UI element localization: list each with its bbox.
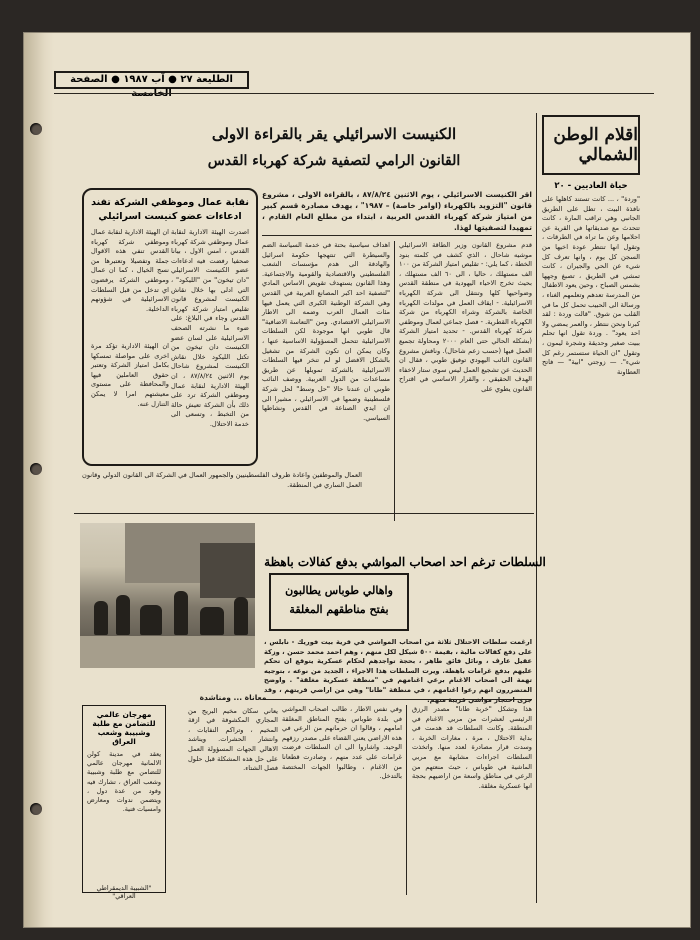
binding-hole [30,123,42,135]
column-rule [536,113,537,903]
photo-figure [94,601,108,635]
binding-hole [30,803,42,815]
section2-rule [264,699,532,700]
article-continuation: العمال والموظفين واعادة ظروف الفلسطينيين والجمهور العمال في الشركة الى القانون الدولي وقانون العمل الساري في المنطقة. [82,471,362,489]
photo-figure [174,591,188,635]
right-column-body: "وردة" ، ... كانت تستند كاهلها على نافذة البيت ، تطل على الطريق الجانبي وهي تراقب المارة ، كانت تتحدث مع صديقاتها في القرية عن احلامها وعن ما تراه في الطرقات ، وتقول انها تنتظر عودة اخيها من السجن كل يوم ، وانها تعرف كل شيء عن الحي والجيران ، كانت تمشي في الطريق ، تصبغ وجهها بشمس الصباح ، وحين يعود الاطفال من المدرسة تعدهم وتعلمهم الغناء ، ورسالة الى الحبيب تحمل كل ما في القلب من شوق. "قالت وردة : لقد كبرنا ونحن ننتظر ، والعمر يمضي ولا احد يعود" . وردة تقول انها تحلم ببيت صغير وحديقة وشجرة ليمون ، وتقول "ان الحياة ستستمر رغم كل شيء". — زوجتي "ابية" — فاتح العطاونة [542,195,640,376]
section2-headline: السلطات ترغم احد اصحاب المواشي بدفع كفالات باهظة [264,555,546,569]
union-box-side2: ان الهيئة الادارية تؤكد مرة اخرى على مواصلة تمسكها بكامل امتياز الشركة وتعتبر حقوق العاملين فيها والمحافظة على مستوى معيشتهم امرا لا يمكن التنازل عنه. [91,342,169,408]
column-rule [394,241,395,521]
article-column-left: اهداف سياسية بحتة في خدمة السياسة الضم والسيطرة التي تنتهجها حكومة اسرائيل والهادفة الى هدم مؤسسات الشعب الفلسطيني والاقتصادية والقومية والاجتماعية. وهذا القانون يستهدف تقويض الاساس المادي "لتصفية احد اكبر المصانع العربية في القدس وهي الشركة الوطنية الكبرى التي يعمل فيها مئات العمال العرب وضمه الى الاطار الاسرائيلي الاقتصادي. ومن "التعاسة الاضافية" قال طوبي انها موجودة لكن السلطات الاسرائيلية تتحمل المسؤولية الاساسية عنها ، وكان يمكن ان تكون الشركة من تشغيل بالشكل الافضل لو لم تنخر فيها السلطات الاسرائيلية بالشركة تمويلها عن طريق مساعدات من الدول العربية. ووصف النائب طوبي ان عندنا حالا "حل وسط" لحل شركة فلسطينية وضمها في الاسرائيلي ، مشيرا الى ان ايدي الصناعة في القدس ونشاطها السياسي. [262,241,390,422]
union-box-title: نقابة عمال وموظفي الشركة تفند ادعاءات عضو كنيست اسرائيلي [91,197,249,222]
newspaper-page [24,33,690,927]
complaint-body: يعاني سكان مخيم البريج من المجاري المكشوفة في ازقة المخيم ، وتراكم النفايات ، وانتشار الحشرات. ويناشد الاهالي الجهات المسؤولة العمل على حل هذه المشكلة قبل حلول فصل الشتاء. [188,706,278,773]
article-column-right: قدم مشروع القانون وزير الطاقة الاسرائيلي موشيه شاحال ، الذي كشف في كلمته بنود الخطة ، كما يلي: - تقليص امتياز الشركة من ١٠٠ الف مستهلك ، حاليا ، الى ٦٠ الف مستهلك ، بحيث تخرج الاحياء اليهودية في منطقة القدس وضواحيها كلها وتنتقل الى شركة الكهرباء الاسرائيلية. - ايقاف العمل في مولدات الكهرباء الخاصة بالشركة وشراء الكهرباء من شركة الكهرباء القطرية. - فصل جماعي لعمال وموظفي شركة كهرباء القدس. - تحديد امتياز الشركة (بشكله الحالي حتى العام ٢٠٠٠ ومحاولة تجميع العمل فيها (حسب زعم شاحال). ونافش مشروع القانون النائب اليهودي توفيق طوبي ، فقال ان الحديث عن تشجيع العمل ليس سوى ستار لاخفاء الهدف الحقيقي ، والقرار الاساسي في اقتراح القانون يطوي على [399,241,532,393]
photo-figure [116,595,130,635]
main-headline-line1: الكنيست الاسرائيلي يقر بالقراءة الاولى [211,125,457,143]
union-box-body: اصدرت الهيئة الادارية لنقابة عمال وموظفي شركة كهرباء القدس ، امس الاول ، بيانا صحفيا رفضت فيه ادعاءات عضو الكنيست الاسرائيلي "دان تيخون" من "الليكود" ، التي ادلى بها خلال نقاش الكنيست لمشروع قانون تقليص امتياز شركة كهرباء القدس وجاء في البلاغ: على ضوء ما نشرته الصحف الاسرائيلية على لسان عضو الكنيست دان تيخون من تكتل الليكود خلال نقاش الكنيست لمشروع شاحال يوم الاثنين ٨٧/٨/٢٤ ، ان الهيئة الادارية لنقابة عمال وموظفي الشركة ترد على ذلك بأن الشركة تعيش حالة من التخبط ، وتسعى الى خدمة الاحتلال. [171,228,249,428]
lead-rule [262,235,532,236]
festival-body: يعقد في مدينة كولن الالمانية مهرجان عالمي للتضامن مع طلبة وشبيبة وشعب العراق ، تشارك فيه وفود من عدة دول ، ويتضمن ندوات ومعارض وامسيات فنية. [87,750,161,814]
binding-hole [30,463,42,475]
main-headline-line2: القانون الرامي لتصفية شركة كهرباء القدس [207,153,461,169]
section2-column-a: هذا وتشكل "خربة طانا" مصدر الرزق الرئيسي لعشرات من مربي الاغنام في المنطقة. وكانت السلطات قد هدمت في بداية الاحتلال ، مرة ، مغارات الخربة ، وسدت قرار مصادرة لعدد منها. واتخذت السلطات اجراءات مشابهة مع مربي الماشية في طوباس ، حيث منعتهم من الرعي في مناطق واسعة من اراضيهم بحجة انها عسكرية مغلقة. [412,705,532,790]
photo-figure [234,597,248,635]
festival-box [82,705,166,900]
section-rule [74,513,534,514]
union-box-side: ان الهيئة الادارية لنقابة عمال وموظفي شركة كهرباء القدس تنفي هذه الاقوال جملة وتفصيلا وتعتبرها من نسج الخيال ، كما ان عمال وموظفي الشركة يرفضون اي تدخل من قبل السلطات الاسرائيلية في شؤونهم الداخلية. [91,228,169,313]
inset-line2: بفتح مناطقهم المغلقة [289,603,389,616]
tubas-inset-box [269,573,409,631]
column-logo [542,115,640,175]
complaint-column [188,693,278,893]
section2-lead: ارغمت سلطات الاحتلال ثلاثة من اصحاب المواشي في قرية بيت فوريك - نابلس ، على دفع كفالات مالية ، بقيمة ٥٠٠ شيكل لكل منهم ، وهم احمد محمد حسن ، وزكة عقيل عارف ، ونائل فائق طاهر ، بحجة تواجدهم لحكام عسكرية يتوقع ان تحكم عليهم بدفع غرامات باهظة. ويرت السلطات هذا الاجراء ، الجديد من نوعه ، بتوجيه تهمة الى اصحاب الاغنام برعي اغنامهم في "منطقة عسكرية مغلقة" . واوضح المتضررون انهم رعوا اغنامهم ، في منطقة "طانا" وهي من اراضي قريتهم ، وقد [264,638,533,694]
festival-title: مهرجان عالمي للتضامن مع طلبة وشبيبة وشعب العراق [92,710,156,746]
column-rule [406,705,407,895]
lead-paragraph: اقر الكنيست الاسرائيلي ، يوم الاثنين ٨٧/٨/٢٤ ، بالقراءة الاولى ، مشروع قانون "التزويد بالكهرباء (اوامر خاصة) – ١٩٨٧" ، بهدف مصادرة قسم كبير من امتياز شركة كهرباء القدس العربية ، ابتداء من مطلع العام القادم ، تمهيدا لتصفيتها لهذا. [262,190,533,232]
inset-line1: واهالي طوباس يطالبون [285,584,393,597]
page-binding [24,33,54,927]
festival-footer: "الشبيبة الديمقراطي العراقي" [96,884,152,900]
right-column-title: حياة العاديين - ٢٠ [554,181,628,191]
photo-figures [88,583,253,635]
livestock-photo [80,523,255,668]
section2-column-b: وفي نفس الاطار ، طالب اصحاب المواشي في بلدة طوباس بفتح المناطق المغلقة امامهم ، وقالوا ان حرمانهم من الرعي في هذه الاراضي يعني القضاء على مصدر رزقهم الوحيد. واشاروا الى ان السلطات فرضت غرامات على عدد منهم ، وصادرت قطعانا من الاغنام ، وطالبوا الجهات المختصة بالتدخل. [282,705,402,781]
photo-ground [80,636,255,668]
logo-text: اقلام الوطن الشمالي [553,125,638,165]
photo-figure [140,605,162,635]
page-header: الطليعة ٢٧ ● آب ١٩٨٧ ● الصفحة [54,71,249,89]
photo-figure [200,607,224,635]
union-statement-box [82,188,258,466]
header-rule [54,93,654,94]
complaint-title: معاناة ... ومناشدة [199,693,267,702]
